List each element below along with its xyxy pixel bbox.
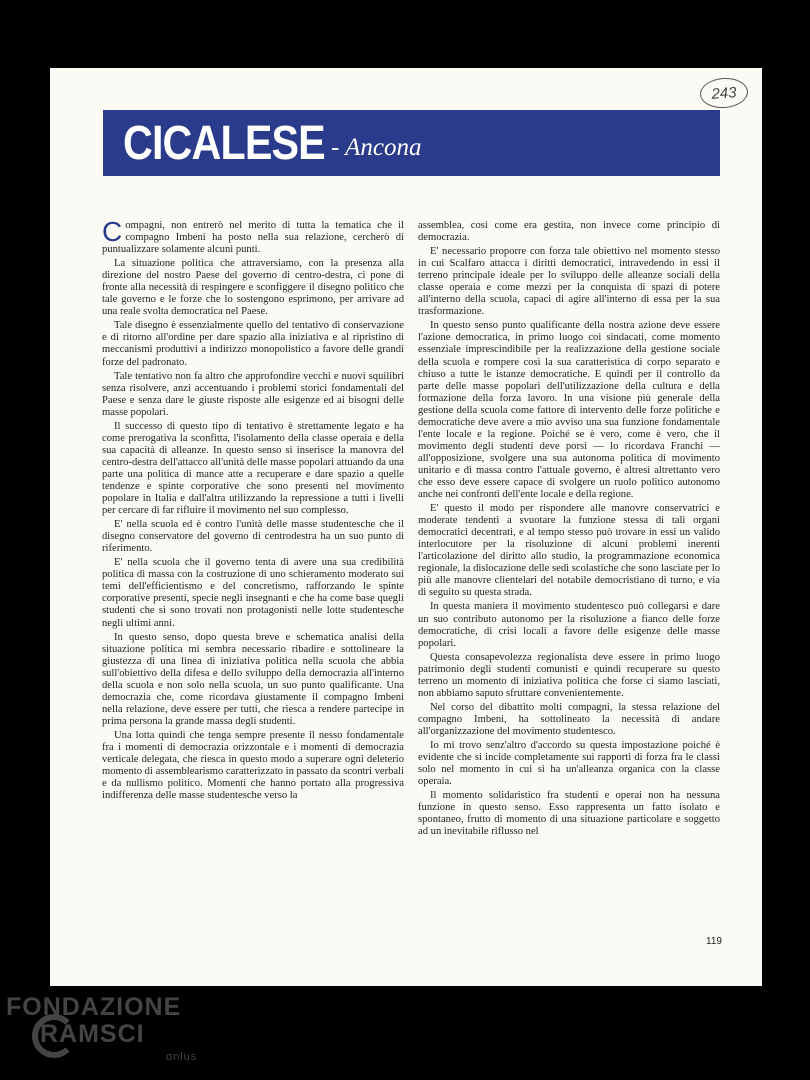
paragraph: Questa consapevolezza regionalista deve essere in primo luogo patrimonio degli studenti comunisti e quindi recuperare su questo terreno un momento di iniziativa politica che forse ci siamo lasciati, non abbiamo saputo sfruttare convenientemente. [418, 651, 720, 699]
paragraph: Il successo di questo tipo di tentativo è strettamente legato e ha come prerogativa la sconfitta, l'isolamento della classe operaia e della sua capacità di alleanze. In questo senso si inserisce la manovra del centro-destra dell'attacco all'unità delle masse popolari attuando da una parte una politica di mance atte a recuperare e dare spazio a quelle tendenze e spinte corporative che sono presenti nel movimento popolare in Italia e dall'altra utilizzando la repressione a tutti i livelli per cercare di far rifluire il movimento nel suo complesso. [102, 420, 404, 517]
logo-line2: RAMSCI [40, 1020, 145, 1048]
drop-cap: C [102, 216, 123, 247]
paragraph: In questo senso punto qualificante della nostra azione deve essere l'azione democratica, in primo luogo coi sindacati, come momento essenziale imprescindibile per la realizzazione della gestione sociale della scuola e rompere così la sua caratteristica di corpo separato e chiuso a tutte le istanze democratiche. E quindi per il controllo da parte delle masse popolari dell'utilizzazione della cultura e della formazione della forza lavoro. In una visione più generale della gestione della scuola come fattore di intervento delle forze politiche e democratiche deve avere a mio avviso una sua funzione fondamentale l'ente locale e la regione. Poiché se è vero, come è vero, che il movimento degli studenti deve porsi — lo ricordava Franchi — all'opposizione, svolgere una sua autonoma politica di movimento unitario e di massa contro l'attuale governo, è altresì altrettanto vero che esso deve essere capace di svolgere un ruolo politico autonomo anche nei confronti dell'ente locale e della regione. [418, 320, 720, 501]
paragraph: E' nella scuola ed è contro l'unità delle masse studentesche che il disegno conservatore del governo di centrodestra ha un suo punto di riferimento. [102, 519, 404, 555]
fondazione-gramsci-logo [6, 993, 198, 1063]
paragraph: assemblea, così come era gestita, non invece come principio di democrazia. [418, 220, 720, 244]
paragraph: In questo senso, dopo questa breve e schematica analisi della situazione politica mi sembra necessario ribadire e sottolineare la giustezza di una linea di iniziativa politica nella scuola che abbia sull'obiettivo della difesa e dello sviluppo della democrazia all'interno della scuola e non solo nella scuola, un suo punto qualificante. Una democrazia che, come ricordava giustamente il compagno Imbeni nella relazione, deve essere per tutti, che riesca a rendere partecipe in prima persona la grande massa degli studenti. [102, 631, 404, 727]
archive-stamp: 243 [699, 76, 749, 109]
page-number: 119 [706, 936, 722, 947]
paragraph: Io mi trovo senz'altro d'accordo su questa impostazione poiché è evidente che si incide completamente sui rapporti di forza fra le classi solo nel momento in cui si ha un'alleanza organica con la classe operaia. [418, 739, 720, 788]
right-column [418, 220, 720, 840]
title-banner [103, 110, 720, 176]
paragraph: In questa maniera il movimento studentesco può collegarsi e dare un suo contributo autonomo per la risoluzione a fianco delle forze democratiche, di crisi locali a favore delle esigenze delle masse popolari. [418, 601, 720, 649]
logo-line1: FONDAZIONE [6, 993, 182, 1021]
paragraph: Una lotta quindi che tenga sempre presente il nesso fondamentale fra i momenti di democrazia orizzontale e i momenti di democrazia verticale delegata, che riesca in questo modo a superare ogni deleterio momento di assemblearismo caratterizzato in passato da scontri verbali e da nullismo politico. Momenti che hanno portato alla progressiva indifferenza delle masse studentesche verso la [102, 729, 404, 802]
left-column [102, 216, 404, 804]
paragraph: E' necessario proporre con forza tale obiettivo nel momento stesso in cui Scalfaro attacca i diritti democratici, intravedendo in essi il terreno principale ideale per lo sviluppo delle alleanze sociali della classe operaia e come mezzi per la conquista di spazi di potere all'interno della scuola, capaci di agire all'interno di essa per la sua trasformazione. [418, 246, 720, 318]
paragraph: La situazione politica che attraversiamo, con la presenza alla direzione del nostro Paese del governo di centro-destra, ci pone di fronte alla necessità di respingere e sconfiggere il disegno politico che tale governo e le forze che lo sostengono esprimono, per arrivare ad una reale svolta democratica nel Paese. [102, 258, 404, 318]
author-name: CICALESE [123, 117, 325, 170]
paragraph: Tale disegno è essenzialmente quello del tentativo di conservazione e di ritorno all'ordine per dare spazio alla iniziativa e al ripristino di meccanismi produttivi a indirizzo monopolistico a favore delle grandi forze del padronato. [102, 320, 404, 368]
paragraph: E' questo il modo per rispondere alle manovre conservatrici e moderate tendenti a svuotare la funzione stessa di tali organi democratici decentrati, e al tempo stesso può trovare in essi un valido interlocutore per la risoluzione di alcuni problemi inerenti l'articolazione del diritto allo studio, la programmazione economica regionale, la dislocazione delle sedi scolastiche che sono lasciate per lo più alle manovre clientelari del notabile democristiano di turno, e via di seguito su questa strada. [418, 503, 720, 599]
paragraph: Tale tentativo non fa altro che approfondire vecchi e nuovi squilibri senza risolvere, anzi accentuando i problemi storici fondamentali del Paese e senza dare le giuste risposte alle esigenze ed ai bisogni delle masse popolari. [102, 370, 404, 418]
document-page [50, 68, 762, 986]
paragraph: Il momento solidaristico fra studenti e operai non ha nessuna funzione in questo senso. Esso rappresenta un fatto isolato e spontaneo, frutto di momento di una situazione particolare e soggetto ad un inevitabile riflusso nel [418, 790, 720, 838]
paragraph: Compagni, non entrerò nel merito di tutta la tematica che il compagno Imbeni ha posto nella sua relazione, cercherò di puntualizzare solamente alcuni punti. [102, 216, 404, 256]
author-place: - Ancona [331, 134, 422, 161]
logo-suffix: onlus [166, 1051, 198, 1063]
paragraph: E' nella scuola che il governo tenta di avere una sua credibilità politica di massa con la costruzione di uno schieramento moderato sui temi dell'efficientismo e del concretismo, rafforzando le spinte corporative presenti, specie negli insegnanti e che ha come base quegli studenti che si sono trovati non protagonisti nelle lotte studentesche negli ultimi anni. [102, 557, 404, 629]
paragraph: Nel corso del dibattito molti compagni, la stessa relazione del compagno Imbeni, ha sottolineato la necessità di andare all'organizzazione del movimento studentesco. [418, 701, 720, 737]
